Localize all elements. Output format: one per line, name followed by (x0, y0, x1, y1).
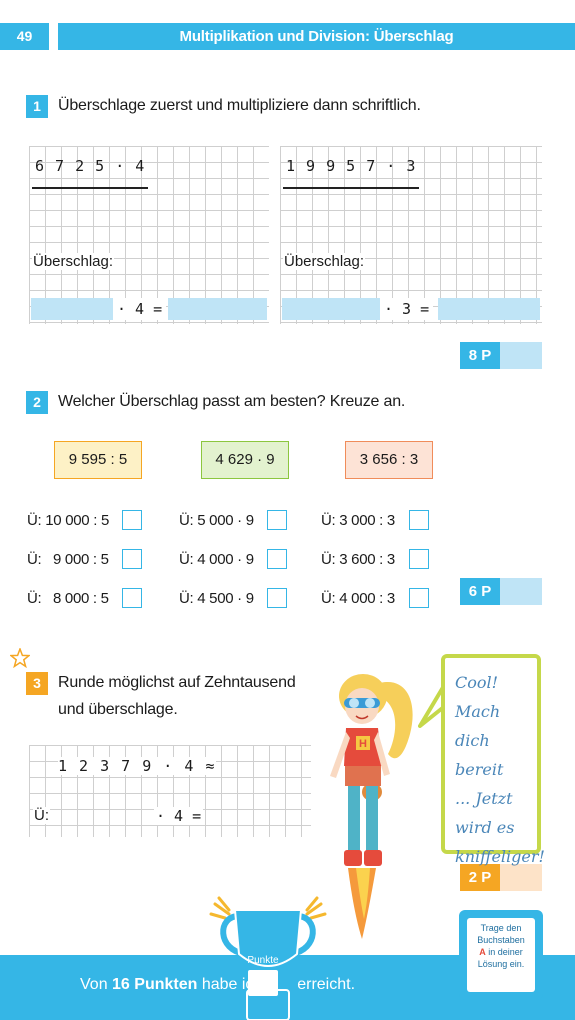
task1-right-answer-band-b[interactable] (438, 298, 540, 320)
task-number-2: 2 (26, 391, 48, 414)
page-number: 49 (0, 23, 49, 50)
task2-option: Ü: 4 000 · 9 (179, 551, 254, 568)
task2-checkbox[interactable] (267, 588, 287, 608)
tip-letter: A (479, 947, 486, 957)
task2-points (460, 578, 542, 605)
task-number-3: 3 (26, 672, 48, 695)
bubble-line: bereit (455, 760, 504, 779)
speech-bubble-text (455, 668, 545, 871)
task1-right-underline (283, 187, 419, 189)
tip-line: Buchstaben (477, 935, 525, 945)
task2-checkbox[interactable] (409, 510, 429, 530)
task2-option: Ü: 8 000 : 5 (27, 590, 109, 607)
task1-left-label: Überschlag: (33, 253, 114, 270)
trophy-label: Punkte (247, 955, 279, 966)
task2-checkbox[interactable] (409, 588, 429, 608)
svg-text:H: H (359, 738, 367, 750)
task1-right-expression: 1 9 9 5 7 · 3 (286, 157, 417, 175)
bubble-line: wird es (455, 818, 515, 837)
task2-checkbox[interactable] (409, 549, 429, 569)
footer-text-after: erreicht. (292, 976, 356, 993)
task3-label: Ü: (34, 807, 49, 824)
tip-line: in deiner (488, 947, 523, 957)
task1-left-answer-band-a[interactable] (31, 298, 113, 320)
task2-option: Ü: 3 000 : 3 (321, 512, 395, 529)
task2-instruction: Welcher Überschlag passt am besten? Kreuze an. (58, 393, 406, 410)
task2-checkbox[interactable] (122, 510, 142, 530)
task2-points-label: 6 P (460, 578, 500, 605)
star-icon (10, 648, 30, 668)
task2-option: Ü: 5 000 · 9 (179, 512, 254, 529)
task3-points-label: 2 P (460, 864, 500, 891)
bubble-line: Mach dich (455, 702, 501, 750)
task2-card-2: 4 629 · 9 (201, 441, 289, 479)
task3-instruction-line1: Runde möglichst auf Zehntausend (58, 674, 296, 691)
task2-points-field[interactable] (500, 578, 542, 605)
task1-right-band-expression: · 3 = (380, 298, 433, 320)
bubble-line: kniffeliger! (455, 847, 545, 866)
page-title: Multiplikation und Division: Überschlag (58, 23, 575, 50)
tip-line: Lösung ein. (477, 959, 525, 969)
bubble-line: Cool! (455, 673, 499, 692)
task2-checkbox[interactable] (267, 510, 287, 530)
task3-instruction-line2: und überschlage. (58, 701, 178, 718)
task1-left-band-expression: · 4 = (113, 298, 166, 320)
task2-option: Ü: 4 000 : 3 (321, 590, 395, 607)
letter-tip-content (467, 918, 535, 992)
task2-option: Ü: 10 000 : 5 (27, 512, 109, 529)
task2-checkbox[interactable] (267, 549, 287, 569)
task1-right-label: Überschlag: (284, 253, 365, 270)
task1-points-field[interactable] (500, 342, 542, 369)
task1-instruction: Überschlage zuerst und multipliziere dann schriftlich. (58, 97, 421, 114)
task2-card-3: 3 656 : 3 (345, 441, 433, 479)
tip-line: Trage den (480, 923, 522, 933)
task2-checkbox[interactable] (122, 588, 142, 608)
task1-left-answer-band-b[interactable] (168, 298, 267, 320)
footer-text (80, 976, 355, 994)
task3-expression: 1 2 3 7 9 · 4 ≈ (58, 757, 216, 775)
task2-card-1: 9 595 : 5 (54, 441, 142, 479)
task1-points (460, 342, 542, 369)
task-number-1: 1 (26, 95, 48, 118)
task1-left-expression: 6 7 2 5 · 4 (35, 157, 146, 175)
task1-right-answer-band-a[interactable] (282, 298, 380, 320)
task3-band-expression: · 4 = (156, 807, 202, 825)
task2-option: Ü: 3 600 : 3 (321, 551, 395, 568)
letter-tip-box (459, 910, 543, 1000)
task2-option: Ü: 4 500 · 9 (179, 590, 254, 607)
task1-left-underline (32, 187, 148, 189)
speech-bubble (441, 654, 545, 866)
task2-checkbox[interactable] (122, 549, 142, 569)
task1-points-label: 8 P (460, 342, 500, 369)
footer-text-before: Von (80, 976, 113, 993)
task2-option: Ü: 9 000 : 5 (27, 551, 109, 568)
footer-text-middle: habe ich (197, 976, 267, 993)
footer-points-bold: 16 Punkten (112, 976, 198, 993)
bubble-line: ... Jetzt (455, 789, 513, 808)
